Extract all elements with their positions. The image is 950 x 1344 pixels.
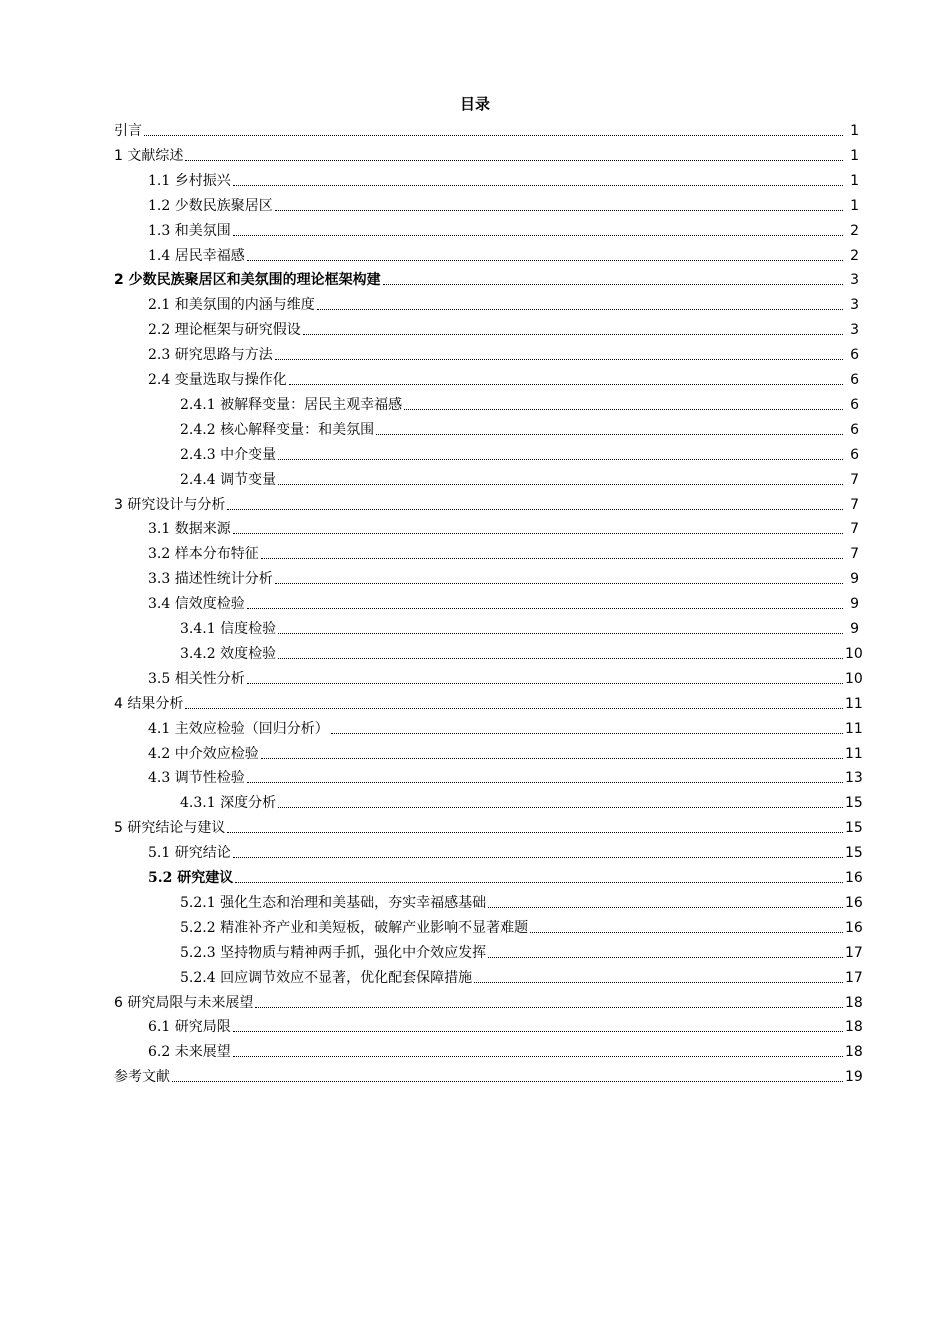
toc-dot-leader [404, 408, 843, 410]
toc-entry-page-number: 15 [845, 820, 863, 837]
toc-entry-page-number: 16 [845, 870, 863, 886]
toc-entry-page-number: 1 [850, 147, 859, 164]
toc-entry-page-number: 7 [850, 546, 859, 563]
toc-entry[interactable] [0, 1062, 950, 1087]
toc-dot-leader [233, 234, 843, 236]
toc-entry-page-number: 6 [850, 421, 859, 438]
toc-dot-leader [278, 806, 843, 808]
toc-entry-label: 4.1 主效应检验（回归分析） [148, 720, 329, 737]
toc-entry[interactable] [0, 265, 950, 290]
toc-entry[interactable] [0, 639, 950, 664]
toc-dot-leader [278, 458, 843, 460]
toc-entry-page-number: 7 [850, 496, 859, 513]
toc-entry-label: 3.4.1 信度检验 [180, 621, 277, 637]
toc-dot-leader [233, 532, 843, 534]
toc-entry[interactable] [0, 166, 950, 191]
toc-entry[interactable] [0, 664, 950, 689]
toc-entry-page-number: 3 [850, 272, 859, 289]
toc-dot-leader [331, 732, 843, 734]
toc-entry-page-number: 18 [845, 1019, 863, 1036]
toc-entry[interactable] [0, 191, 950, 216]
toc-entry-label: 5.2.2 精准补齐产业和美短板，破解产业影响不显著难题 [180, 919, 529, 936]
toc-entry-label: 6 研究局限与未来展望 [114, 994, 254, 1011]
toc-entry-page-number: 10 [845, 645, 863, 662]
toc-entry[interactable] [0, 888, 950, 913]
toc-entry[interactable] [0, 1012, 950, 1037]
toc-entry[interactable] [0, 963, 950, 988]
toc-entry-label: 4 结果分析 [114, 695, 184, 712]
toc-entry[interactable] [0, 589, 950, 614]
toc-entry-page-number: 1 [850, 197, 859, 214]
toc-entry-label: 5.2.1 强化生态和治理和美基础，夯实幸福感基础 [180, 894, 487, 911]
toc-entry[interactable] [0, 689, 950, 714]
toc-dot-leader [227, 508, 843, 510]
toc-dot-leader [233, 1030, 843, 1032]
toc-dot-leader [303, 333, 843, 335]
toc-dot-leader [235, 881, 843, 883]
toc-dot-leader [376, 433, 843, 435]
toc-entry-label: 4.3.1 深度分析 [180, 795, 277, 812]
toc-entry[interactable] [0, 988, 950, 1013]
toc-dot-leader [233, 856, 843, 858]
toc-entry-label: 引言 [114, 123, 142, 139]
toc-entry[interactable] [0, 788, 950, 813]
toc-entry[interactable] [0, 465, 950, 490]
toc-dot-leader [247, 781, 843, 783]
toc-entry[interactable] [0, 141, 950, 166]
toc-entry-page-number: 11 [845, 720, 863, 737]
toc-entry[interactable] [0, 315, 950, 340]
toc-entry-page-number: 19 [845, 1069, 863, 1086]
toc-entry-page-number: 7 [850, 471, 859, 488]
toc-entry-page-number: 9 [850, 621, 859, 637]
toc-entry[interactable] [0, 290, 950, 315]
toc-dot-leader [144, 134, 843, 136]
toc-entry-label: 4.3 调节性检验 [148, 770, 245, 787]
toc-entry[interactable] [0, 564, 950, 589]
toc-entry-label: 3.4 信效度检验 [148, 596, 245, 613]
toc-dot-leader [233, 1055, 843, 1057]
toc-entry-label: 2.3 研究思路与方法 [148, 347, 273, 364]
toc-entry-label: 3.3 描述性统计分析 [148, 571, 273, 588]
toc-entry[interactable] [0, 614, 950, 639]
toc-entry[interactable] [0, 340, 950, 365]
toc-dot-leader [474, 981, 843, 983]
toc-entry-page-number: 16 [845, 919, 863, 936]
toc-entry-page-number: 7 [850, 521, 859, 538]
toc-entry[interactable] [0, 415, 950, 440]
toc-entry[interactable] [0, 938, 950, 963]
toc-entry-page-number: 6 [850, 372, 859, 388]
toc-entry-label: 1.2 少数民族聚居区 [148, 197, 273, 214]
toc-entry-page-number: 18 [845, 1044, 863, 1061]
toc-dot-leader [247, 607, 843, 609]
toc-entry-page-number: 15 [845, 795, 863, 812]
toc-dot-leader [261, 557, 843, 559]
toc-entry-label: 2.2 理论框架与研究假设 [148, 322, 301, 339]
toc-entry-label: 3.1 数据来源 [148, 521, 231, 538]
toc-dot-leader [278, 483, 843, 485]
toc-dot-leader [278, 632, 843, 634]
toc-entry[interactable] [0, 763, 950, 788]
toc-dot-leader [275, 358, 843, 360]
toc-dot-leader [172, 1080, 843, 1082]
toc-entry-page-number: 1 [850, 123, 859, 139]
toc-entry[interactable] [0, 216, 950, 241]
toc-dot-leader [255, 1006, 843, 1008]
toc-entry-label: 5.1 研究结论 [148, 845, 231, 862]
toc-entry-label: 6.1 研究局限 [148, 1019, 231, 1036]
toc-entry-page-number: 3 [850, 322, 859, 339]
toc-dot-leader [275, 209, 843, 211]
toc-entry-label: 1.1 乡村振兴 [148, 172, 231, 189]
toc-entry-page-number: 17 [845, 944, 863, 961]
toc-entry[interactable] [0, 241, 950, 266]
toc-dot-leader [488, 906, 843, 908]
toc-entry-label: 5.2.3 坚持物质与精神两手抓，强化中介效应发挥 [180, 944, 487, 961]
toc-entry[interactable] [0, 714, 950, 739]
toc-entry-label: 2.1 和美氛围的内涵与维度 [148, 297, 315, 314]
toc-entry-label: 2 少数民族聚居区和美氛围的理论框架构建 [114, 272, 381, 289]
toc-dot-leader [530, 931, 843, 933]
toc-entry-label: 2.4.4 调节变量 [180, 471, 277, 488]
toc-entry-page-number: 6 [850, 347, 859, 364]
toc-entry-label: 1.3 和美氛围 [148, 222, 231, 239]
toc-entry[interactable] [0, 490, 950, 515]
toc-dot-leader [233, 184, 843, 186]
toc-entry[interactable] [0, 838, 950, 863]
toc-entry-page-number: 2 [850, 222, 859, 239]
toc-entry[interactable] [0, 1037, 950, 1062]
toc-entry-page-number: 9 [850, 571, 859, 588]
toc-dot-leader [247, 682, 843, 684]
toc-entry-page-number: 16 [845, 894, 863, 911]
toc-entry[interactable] [0, 813, 950, 838]
toc-entry-label: 5.2.4 回应调节效应不显著，优化配套保障措施 [180, 969, 473, 986]
toc-entry-page-number: 6 [850, 396, 859, 413]
toc-entry-page-number: 9 [850, 596, 859, 613]
toc-entry-page-number: 11 [845, 695, 863, 712]
toc-entry-page-number: 18 [845, 994, 863, 1011]
toc-entry[interactable] [0, 539, 950, 564]
toc-entry-page-number: 13 [845, 770, 863, 787]
toc-entry-page-number: 11 [845, 745, 863, 762]
toc-entry-page-number: 3 [850, 297, 859, 314]
toc-entry-page-number: 2 [850, 247, 859, 264]
toc-entry-label: 3.4.2 效度检验 [180, 645, 277, 662]
toc-entry-label: 1.4 居民幸福感 [148, 247, 245, 264]
toc-entry[interactable] [0, 913, 950, 938]
toc-entry[interactable] [0, 739, 950, 764]
toc-dot-leader [227, 831, 843, 833]
toc-entry[interactable] [0, 390, 950, 415]
toc-entry-label: 1 文献综述 [114, 147, 184, 164]
toc-entry-label: 2.4.3 中介变量 [180, 446, 277, 463]
toc-entry-page-number: 1 [850, 172, 859, 189]
toc-dot-leader [383, 283, 843, 285]
toc-entry[interactable] [0, 440, 950, 465]
toc-dot-leader [261, 757, 843, 759]
toc-entry[interactable] [0, 514, 950, 539]
toc-dot-leader [247, 259, 843, 261]
toc-dot-leader [185, 707, 843, 709]
toc-entry-label: 参考文献 [114, 1069, 170, 1086]
toc-entry-label: 4.2 中介效应检验 [148, 745, 259, 762]
toc-entry-label: 3.2 样本分布特征 [148, 546, 259, 563]
toc-entry-page-number: 17 [845, 969, 863, 986]
toc-dot-leader [488, 956, 843, 958]
toc-entry-label: 2.4.1 被解释变量：居民主观幸福感 [180, 396, 403, 413]
toc-entry-label: 6.2 未来展望 [148, 1044, 231, 1061]
toc-dot-leader [317, 308, 843, 310]
toc-entry-page-number: 15 [845, 845, 863, 862]
toc-title: 目录 [459, 95, 490, 113]
toc-entry-label: 3 研究设计与分析 [114, 496, 226, 513]
toc-entry-label: 5.2 研究建议 [148, 870, 234, 886]
toc-entry[interactable] [0, 365, 950, 390]
toc-dot-leader [185, 159, 843, 161]
toc-dot-leader [275, 582, 843, 584]
toc-entry-label: 5 研究结论与建议 [114, 820, 226, 837]
toc-entry-label: 2.4.2 核心解释变量：和美氛围 [180, 421, 375, 438]
toc-entry-page-number: 10 [845, 670, 863, 687]
toc-entry-label: 3.5 相关性分析 [148, 670, 245, 687]
toc-dot-leader [278, 657, 843, 659]
toc-entry-label: 2.4 变量选取与操作化 [148, 372, 287, 388]
toc-entry-page-number: 6 [850, 446, 859, 463]
toc-entry[interactable] [0, 116, 950, 141]
toc-dot-leader [289, 383, 843, 385]
toc-entry[interactable] [0, 863, 950, 888]
